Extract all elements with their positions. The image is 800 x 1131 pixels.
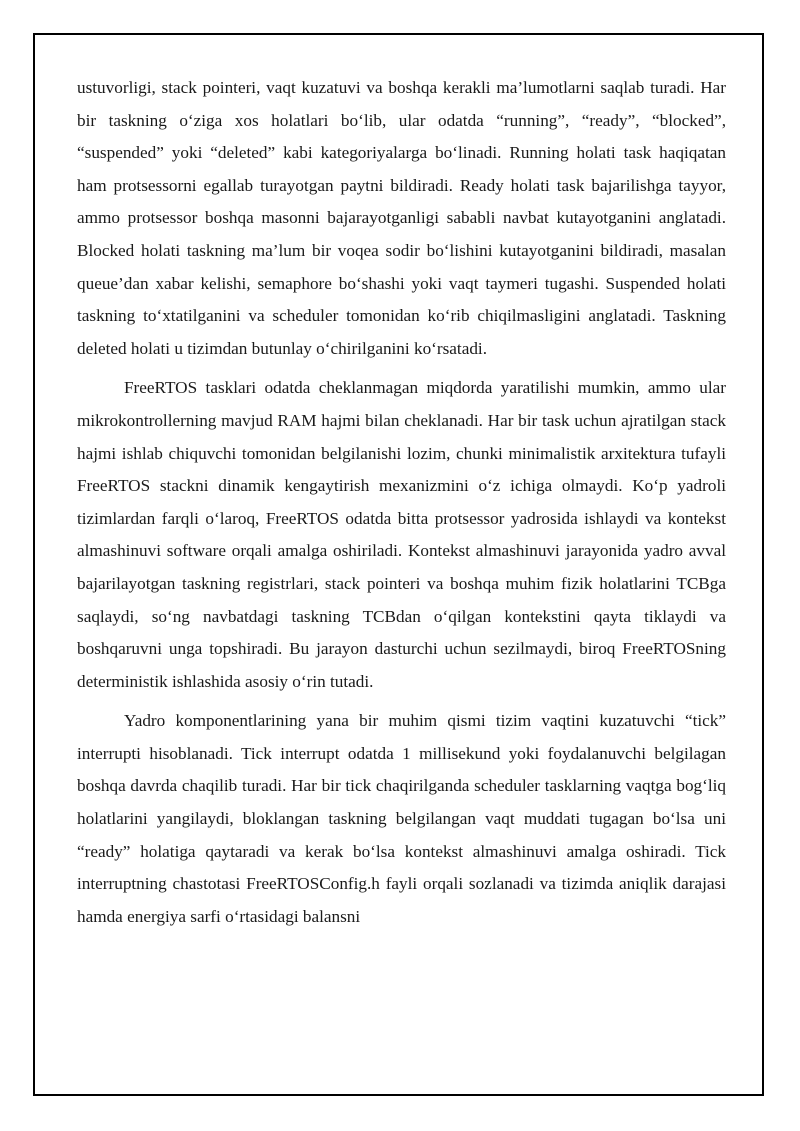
paragraph-task-states: ustuvorligi, stack pointeri, vaqt kuzatuvi va boshqa kerakli ma’lumotlarni saqlab turadi. Har bir taskning o‘ziga xos holatlari bo‘lib, ular odatda “running”, “ready”, “blocked”, “suspended” yoki “deleted” kabi kategoriyalarga bo‘linadi. Running holati task haqiqatan ham protsessorni egallab turayotgan paytni bildiradi. Ready holati task bajarilishga tayyor, ammo protsessor boshqa masonni bajarayotganligi sababli navbat kutayotganini anglatadi. Blocked holati taskning ma’lum bir voqea sodir bo‘lishini kutayotganini bildiradi, masalan queue’dan xabar kelishi, semaphore bo‘shashi yoki vaqt taymeri tugashi. Suspended holati taskning to‘xtatilganini va scheduler tomonidan ko‘rib chiqilmasligini anglatadi. Taskning deleted holati u tizimdan butunlay o‘chirilganini ko‘rsatadi. — [77, 78, 726, 358]
document-body — [77, 72, 726, 940]
paragraph-task-memory: FreeRTOS tasklari odatda cheklanmagan miqdorda yaratilishi mumkin, ammo ular mikrokontrollerning mavjud RAM hajmi bilan cheklanadi. Har bir task uchun ajratilgan stack hajmi ishlab chiquvchi tomonidan belgilanishi lozim, chunki minimalistik arxitektura tufayli FreeRTOS stackni dinamik kengaytirish mexanizmini o‘z ichiga olmaydi. Ko‘p yadroli tizimlardan farqli o‘laroq, FreeRTOS odatda bitta protsessor yadrosida ishlaydi va kontekst almashinuvi software orqali amalga oshiriladi. Kontekst almashinuvi jarayonida yadro avval bajarilayotgan taskning registrlari, stack pointeri va boshqa muhim fizik holatlarini TCBga saqlaydi, so‘ng navbatdagi taskning TCBdan o‘qilgan kontekstini qayta tiklaydi va boshqaruvni unga topshiradi. Bu jarayon dasturchi uchun sezilmaydi, biroq FreeRTOSning deterministik ishlashida asosiy o‘rin tutadi. — [77, 378, 726, 691]
paragraph-tick-interrupt: Yadro komponentlarining yana bir muhim qismi tizim vaqtini kuzatuvchi “tick” interrupti hisoblanadi. Tick interrupt odatda 1 millisekund yoki foydalanuvchi belgilagan boshqa davrda chaqilib turadi. Har bir tick chaqirilganda scheduler tasklarning vaqtga bog‘liq holatlarini yangilaydi, bloklangan taskning belgilangan vaqt muddati tugagan bo‘lsa uni “ready” holatiga qaytaradi va kerak bo‘lsa kontekst almashinuvi amalga oshiradi. Tick interruptning chastotasi FreeRTOSConfig.h fayli orqali sozlanadi va tizimda aniqlik darajasi hamda energiya sarfi o‘rtasidagi balansni — [77, 711, 726, 926]
